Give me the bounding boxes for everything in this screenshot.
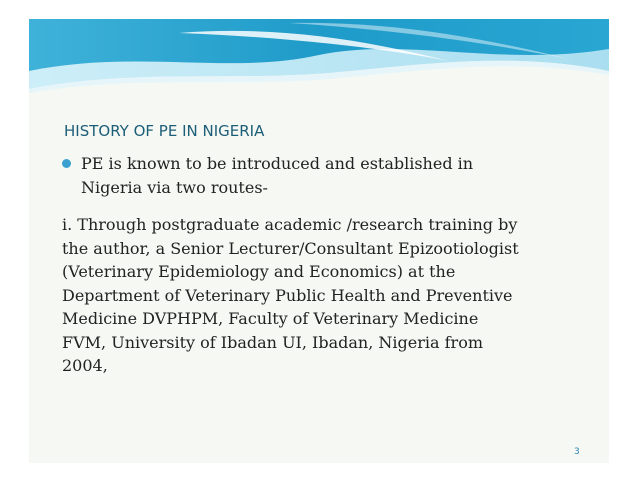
body-paragraph bbox=[62, 213, 597, 378]
bullet-item bbox=[62, 152, 582, 200]
bullet-list bbox=[62, 152, 582, 200]
slide-title: HISTORY OF PE IN NIGERIA bbox=[64, 122, 265, 140]
bullet-dot-icon bbox=[62, 159, 71, 168]
bullet-line: Nigeria via two routes- bbox=[81, 178, 268, 197]
slide bbox=[29, 19, 609, 463]
page-number: 3 bbox=[574, 447, 580, 457]
paragraph-line: Medicine DVPHPM, Faculty of Veterinary Medicine bbox=[62, 309, 479, 328]
paragraph-line: Department of Veterinary Public Health and Preventive bbox=[62, 285, 513, 305]
paragraph-line: the author, a Senior Lecturer/Consultant Epizootiologist bbox=[62, 238, 519, 258]
paragraph-line: i. Through postgraduate academic /research training by bbox=[62, 215, 518, 234]
wave-banner bbox=[29, 19, 609, 101]
bullet-line: PE is known to be introduced and established in bbox=[81, 154, 474, 173]
paragraph-line: FVM, University of Ibadan UI, Ibadan, Nigeria from bbox=[62, 332, 483, 352]
paragraph-line: 2004, bbox=[62, 356, 108, 375]
paragraph-line: (Veterinary Epidemiology and Economics) at the bbox=[62, 262, 456, 281]
bullet-text bbox=[81, 152, 582, 200]
